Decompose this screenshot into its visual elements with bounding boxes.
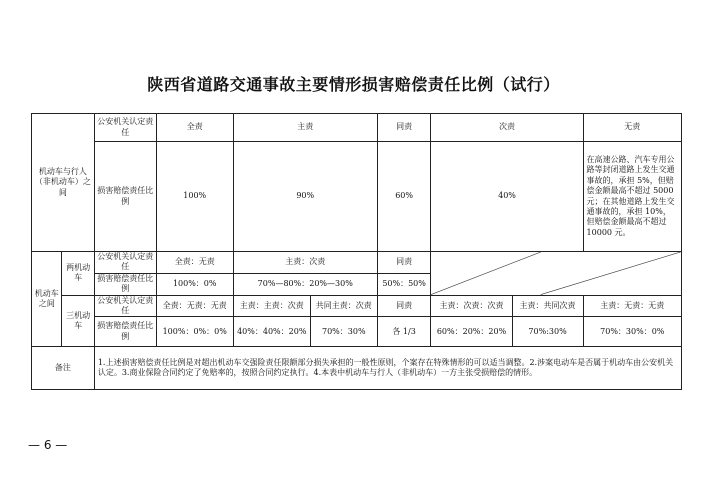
- two-ratio-full: 100%：0%: [156, 273, 233, 295]
- three-resp-cell: 主责：共同次责: [512, 295, 583, 317]
- three-ratio-cell: 70%：30%: [310, 317, 377, 347]
- header-equal: 同责: [377, 114, 431, 142]
- three-ratio-cell: 40%：40%：20%: [233, 317, 310, 347]
- notes-text: 1.上述损害赔偿责任比例是对超出机动车交强险责任限额部分损失承担的一般性原则，个案存在特殊情形的可以适当调整。2.涉案电动车是否属于机动车由公安机关认定。3.商业保险合同约定了免赔率的，按照合同约定执行。4.本表中机动车与行人（非机动车）一方主张受损赔偿的情形。: [94, 347, 681, 390]
- three-police-label: 公安机关认定责任: [94, 295, 156, 317]
- pedestrian-main: 90%: [233, 142, 377, 252]
- three-ratio-cell: 100%：0%：0%: [156, 317, 233, 347]
- two-vehicle-resp-row: [32, 252, 682, 274]
- three-resp-cell: 主责：次责：次责: [431, 295, 512, 317]
- three-resp-cell: 主责：无责：无责: [583, 295, 681, 317]
- vehicle-group-label: 机动车之间: [32, 252, 62, 347]
- header-minor: 次责: [431, 114, 583, 142]
- header-police-determination: 公安机关认定责任: [94, 114, 156, 142]
- three-resp-cell: 同责: [377, 295, 431, 317]
- pedestrian-none-note: 在高速公路、汽车专用公路等封闭道路上发生交通事故的，承担 5%，但赔偿金额最高不超过 5000 元；在其他道路上发生交通事故的，承担 10%，但赔偿金额最高不超过 10000 元。: [583, 142, 681, 252]
- pedestrian-ratio-row: [32, 142, 682, 252]
- three-ratio-cell: 各 1/3: [377, 317, 431, 347]
- pedestrian-ratio-label: 损害赔偿责任比例: [94, 142, 156, 252]
- two-ratio-main: 70%—80%：20%—30%: [233, 273, 377, 295]
- pedestrian-equal: 60%: [377, 142, 431, 252]
- pedestrian-full: 100%: [156, 142, 233, 252]
- header-full: 全责: [156, 114, 233, 142]
- three-vehicle-resp-row: [32, 295, 682, 317]
- notes-row: [32, 347, 682, 390]
- three-resp-cell: 主责：主责：次责: [233, 295, 310, 317]
- diagonal-lines: [431, 252, 681, 295]
- three-ratio-cell: 70%:30%: [512, 317, 583, 347]
- two-police-label: 公安机关认定责任: [94, 252, 156, 274]
- document-title: 陕西省道路交通事故主要情形损害赔偿责任比例（试行）: [147, 75, 560, 94]
- two-resp-equal: 同责: [377, 252, 431, 274]
- liability-ratio-table: [31, 113, 682, 390]
- three-vehicle-label: 三机动车: [62, 295, 94, 347]
- three-ratio-cell: 70%：30%：0%: [583, 317, 681, 347]
- three-vehicle-ratio-row: [32, 317, 682, 347]
- two-vehicle-na-cell: [431, 252, 682, 296]
- notes-label: 备注: [32, 347, 95, 390]
- two-resp-main: 主责：次责: [233, 252, 377, 274]
- two-ratio-equal: 50%：50%: [377, 273, 431, 295]
- three-ratio-cell: 60%：20%：20%: [431, 317, 512, 347]
- pedestrian-minor: 40%: [431, 142, 583, 252]
- three-resp-cell: 共同主责：次责: [310, 295, 377, 317]
- page-number: — 6 —: [28, 438, 68, 452]
- three-ratio-label: 损害赔偿责任比例: [94, 317, 156, 347]
- three-resp-cell: 全责：无责：无责: [156, 295, 233, 317]
- pedestrian-row-label: 机动车与行人（非机动车）之间: [32, 114, 95, 252]
- two-resp-full: 全责：无责: [156, 252, 233, 274]
- two-vehicle-label: 两机动车: [62, 252, 94, 296]
- two-ratio-label: 损害赔偿责任比例: [94, 273, 156, 295]
- header-none: 无责: [583, 114, 681, 142]
- header-row: [32, 114, 682, 142]
- header-main: 主责: [233, 114, 377, 142]
